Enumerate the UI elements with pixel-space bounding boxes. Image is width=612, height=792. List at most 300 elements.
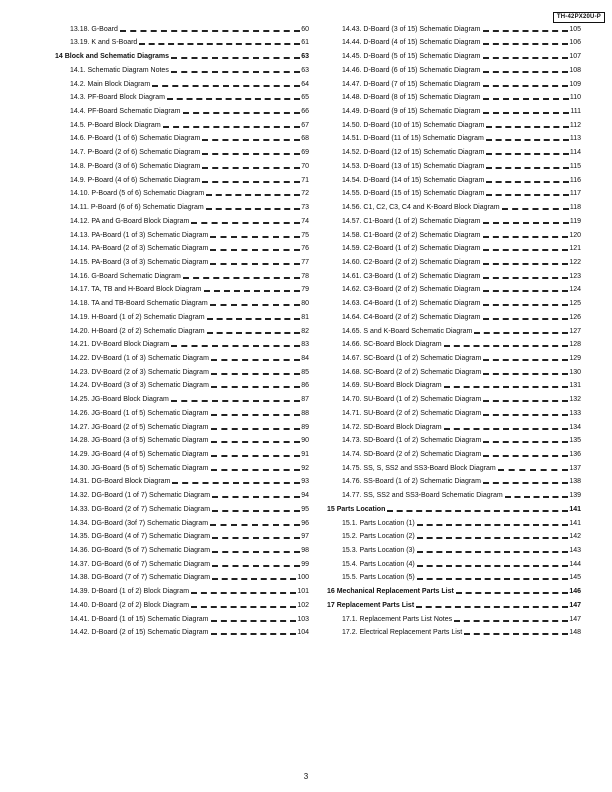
toc-entry-page: 73 <box>301 204 309 212</box>
toc-entry-title: 15 Parts Location <box>327 505 386 513</box>
toc-entry-title: 17.1. Replacement Parts List Notes <box>342 615 453 623</box>
toc-leader-line <box>172 479 300 484</box>
toc-entry-page: 139 <box>569 492 581 500</box>
toc-chapter-entry[interactable] <box>327 582 581 596</box>
toc-entry-title: 14.45. D-Board (5 of 15) Schematic Diagram <box>342 53 481 61</box>
toc-entry-title: 14.50. D-Board (10 of 15) Schematic Diagram <box>342 121 485 129</box>
toc-entry-title: 14.8. P-Board (3 of 6) Schematic Diagram <box>70 162 201 170</box>
toc-entry-title: 15.3. Parts Location (3) <box>342 547 415 555</box>
toc-section-entry[interactable] <box>327 432 581 446</box>
toc-leader-line <box>191 219 300 224</box>
toc-section-entry[interactable] <box>55 143 309 157</box>
toc-section-entry[interactable] <box>327 102 581 116</box>
toc-entry-title: 14.23. DV-Board (2 of 3) Schematic Diagram <box>70 368 209 376</box>
toc-section-entry[interactable] <box>327 473 581 487</box>
toc-section-entry[interactable] <box>327 34 581 48</box>
toc-section-entry[interactable] <box>55 377 309 391</box>
toc-entry-page: 96 <box>301 519 309 527</box>
toc-entry-title: 14.1. Schematic Diagram Notes <box>70 66 169 74</box>
toc-entry-page: 145 <box>569 574 581 582</box>
toc-entry-page: 120 <box>569 231 581 239</box>
toc-entry-title: 14 Block and Schematic Diagrams <box>55 53 169 61</box>
toc-entry-page: 109 <box>569 80 581 88</box>
toc-entry-page: 66 <box>301 108 309 116</box>
toc-section-entry[interactable] <box>55 555 309 569</box>
toc-entry-title: 14.16. G-Board Schematic Diagram <box>70 272 181 280</box>
toc-section-entry[interactable] <box>327 514 581 528</box>
toc-leader-line <box>417 575 569 580</box>
toc-entry-page: 133 <box>569 409 581 417</box>
toc-section-entry[interactable] <box>55 34 309 48</box>
toc-entry-title: 14.75. SS, S, SS2 and SS3-Board Block Diagram <box>342 464 496 472</box>
toc-section-entry[interactable] <box>55 610 309 624</box>
model-number-box: TH-42PX20U-P <box>553 12 605 23</box>
toc-leader-line <box>486 164 568 169</box>
toc-section-entry[interactable] <box>55 528 309 542</box>
toc-leader-line <box>483 287 569 292</box>
toc-entry-page: 122 <box>569 258 581 266</box>
toc-section-entry[interactable] <box>55 486 309 500</box>
toc-section-entry[interactable] <box>55 240 309 254</box>
toc-entry-title: 14.65. S and K-Board Schematic Diagram <box>342 327 473 335</box>
toc-section-entry[interactable] <box>55 582 309 596</box>
toc-entry-page: 112 <box>569 121 581 129</box>
toc-leader-line <box>483 27 569 32</box>
toc-entry-title: 17 Replacement Parts List <box>327 601 415 609</box>
toc-section-entry[interactable] <box>327 528 581 542</box>
toc-leader-line <box>483 95 569 100</box>
toc-leader-line <box>417 562 569 567</box>
toc-entry-page: 110 <box>569 94 581 102</box>
toc-entry-page: 77 <box>301 258 309 266</box>
toc-leader-line <box>498 466 569 471</box>
toc-entry-title: 14.3. PF-Board Block Diagram <box>70 94 165 102</box>
toc-leader-line <box>211 452 301 457</box>
toc-entry-page: 136 <box>569 451 581 458</box>
toc-entry-title: 14.14. PA-Board (2 of 3) Schematic Diagram <box>70 245 209 253</box>
toc-section-entry[interactable] <box>327 157 581 171</box>
toc-section-entry[interactable] <box>327 569 581 583</box>
toc-section-entry[interactable] <box>55 102 309 116</box>
toc-section-entry[interactable] <box>55 363 309 377</box>
toc-leader-line <box>486 123 568 128</box>
toc-section-entry[interactable] <box>327 308 581 322</box>
toc-chapter-entry[interactable] <box>327 596 581 610</box>
toc-leader-line <box>171 68 300 73</box>
toc-entry-title: 14.71. SU-Board (2 of 2) Schematic Diagram <box>342 409 482 417</box>
toc-entry-page: 79 <box>301 286 309 294</box>
toc-leader-line <box>444 342 569 347</box>
toc-section-entry[interactable] <box>327 322 581 336</box>
toc-section-entry[interactable] <box>327 294 581 308</box>
toc-entry-page: 113 <box>569 135 581 143</box>
toc-leader-line <box>204 287 301 292</box>
toc-leader-line <box>483 260 569 265</box>
toc-entry-page: 118 <box>569 204 581 212</box>
toc-leader-line <box>417 548 569 553</box>
toc-section-entry[interactable] <box>55 349 309 363</box>
toc-section-entry[interactable] <box>327 143 581 157</box>
toc-leader-line <box>211 370 300 375</box>
toc-entry-title: 14.31. DG-Board Block Diagram <box>70 478 171 486</box>
toc-leader-line <box>483 109 570 114</box>
toc-entry-title: 14.34. DG-Board (3of 7) Schematic Diagram <box>70 519 209 527</box>
toc-leader-line <box>206 205 300 210</box>
toc-section-entry[interactable] <box>327 418 581 432</box>
toc-entry-title: 15.2. Parts Location (2) <box>342 533 415 541</box>
toc-entry-title: 17.2. Electrical Replacement Parts List <box>342 629 463 637</box>
toc-entry-title: 14.20. H-Board (2 of 2) Schematic Diagram <box>70 327 205 335</box>
toc-entry-title: 14.2. Main Block Diagram <box>70 80 151 88</box>
toc-entry-title: 14.25. JG-Board Block Diagram <box>70 396 169 404</box>
toc-leader-line <box>152 82 300 87</box>
toc-leader-line <box>212 534 300 539</box>
toc-section-entry[interactable] <box>327 226 581 240</box>
toc-section-entry[interactable] <box>327 61 581 75</box>
toc-section-entry[interactable] <box>55 473 309 487</box>
toc-entry-page: 80 <box>301 300 309 308</box>
toc-entry-title: 14.24. DV-Board (3 of 3) Schematic Diagram <box>70 382 209 390</box>
toc-entry-title: 14.59. C2-Board (1 of 2) Schematic Diagram <box>342 245 481 253</box>
toc-entry-title: 14.40. D-Board (2 of 2) Block Diagram <box>70 601 190 609</box>
toc-entry-title: 14.64. C4-Board (2 of 2) Schematic Diagram <box>342 313 481 321</box>
toc-leader-line <box>139 40 300 45</box>
toc-entry-page: 86 <box>301 382 309 390</box>
toc-leader-line <box>474 329 568 334</box>
toc-entry-title: 14.26. JG-Board (1 of 5) Schematic Diagram <box>70 409 209 417</box>
toc-entry-title: 14.12. PA and G-Board Block Diagram <box>70 217 190 225</box>
toc-entry-title: 14.52. D-Board (12 of 15) Schematic Diagram <box>342 149 485 157</box>
toc-section-entry[interactable] <box>327 459 581 473</box>
toc-section-entry[interactable] <box>55 418 309 432</box>
toc-entry-title: 14.39. D-Board (1 of 2) Block Diagram <box>70 588 190 596</box>
toc-leader-line <box>483 68 569 73</box>
toc-entry-page: 84 <box>301 354 309 362</box>
toc-entry-page: 97 <box>301 533 309 541</box>
toc-entry-title: 14.22. DV-Board (1 of 3) Schematic Diagram <box>70 354 209 362</box>
toc-entry-title: 15.1. Parts Location (1) <box>342 519 415 527</box>
toc-entry-page: 102 <box>297 601 309 609</box>
toc-leader-line <box>486 191 568 196</box>
toc-section-entry[interactable] <box>327 281 581 295</box>
toc-entry-page: 143 <box>569 547 581 555</box>
toc-section-entry[interactable] <box>55 226 309 240</box>
toc-entry-page: 125 <box>569 300 581 308</box>
toc-entry-title: 15.5. Parts Location (5) <box>342 574 415 582</box>
toc-entry-page: 69 <box>301 149 309 157</box>
toc-entry-page: 78 <box>301 272 309 280</box>
toc-section-entry[interactable] <box>327 185 581 199</box>
toc-leader-line <box>167 95 300 100</box>
toc-entry-page: 100 <box>297 574 309 582</box>
toc-section-entry[interactable] <box>327 240 581 254</box>
toc-section-entry[interactable] <box>55 432 309 446</box>
toc-entry-page: 105 <box>569 25 581 33</box>
toc-leader-line <box>483 356 568 361</box>
toc-entry-title: 14.17. TA, TB and H-Board Block Diagram <box>70 286 202 294</box>
toc-entry-title: 14.35. DG-Board (4 of 7) Schematic Diagram <box>70 533 211 541</box>
toc-entry-page: 115 <box>569 162 581 170</box>
toc-entry-title: 14.5. P-Board Block Diagram <box>70 121 161 129</box>
toc-section-entry[interactable] <box>327 47 581 61</box>
toc-leader-line <box>210 246 300 251</box>
toc-entry-title: 14.63. C4-Board (1 of 2) Schematic Diagram <box>342 300 481 308</box>
toc-section-entry[interactable] <box>327 20 581 34</box>
toc-section-entry[interactable] <box>55 514 309 528</box>
toc-entry-page: 64 <box>301 80 309 88</box>
toc-section-entry[interactable] <box>55 75 309 89</box>
toc-section-entry[interactable] <box>55 624 309 638</box>
toc-entry-title: 14.9. P-Board (4 of 6) Schematic Diagram <box>70 176 201 184</box>
toc-entry-page: 104 <box>297 629 309 637</box>
toc-leader-line <box>202 150 300 155</box>
toc-entry-page: 90 <box>301 437 309 445</box>
toc-entry-title: 14.54. D-Board (14 of 15) Schematic Diagram <box>342 176 485 184</box>
toc-entry-page: 138 <box>569 478 581 486</box>
toc-section-entry[interactable] <box>55 281 309 295</box>
toc-entry-page: 63 <box>301 53 309 61</box>
toc-entry-page: 142 <box>569 533 581 541</box>
toc-section-entry[interactable] <box>55 212 309 226</box>
toc-leader-line <box>211 425 301 430</box>
toc-entry-page: 116 <box>569 176 581 184</box>
toc-entry-page: 129 <box>569 354 581 362</box>
toc-entry-title: 14.33. DG-Board (2 of 7) Schematic Diagram <box>70 505 211 513</box>
toc-leader-line <box>206 191 300 196</box>
toc-leader-line <box>211 466 301 471</box>
toc-leader-line <box>210 301 300 306</box>
toc-leader-line <box>211 617 297 622</box>
toc-entry-page: 131 <box>569 382 581 390</box>
toc-leader-line <box>163 123 301 128</box>
toc-section-entry[interactable] <box>327 267 581 281</box>
toc-leader-line <box>212 507 300 512</box>
toc-leader-line <box>171 397 300 402</box>
toc-entry-page: 93 <box>301 478 309 486</box>
toc-entry-page: 60 <box>301 25 309 33</box>
toc-leader-line <box>483 40 569 45</box>
toc-entry-page: 70 <box>301 162 309 170</box>
toc-entry-page: 144 <box>569 560 581 568</box>
toc-entry-page: 67 <box>301 121 309 129</box>
toc-entry-page: 117 <box>569 190 581 198</box>
toc-leader-line <box>210 260 300 265</box>
toc-entry-title: 14.72. SD-Board Block Diagram <box>342 423 442 431</box>
toc-leader-line <box>483 411 568 416</box>
toc-entry-page: 119 <box>569 217 581 225</box>
toc-entry-title: 14.42. D-Board (2 of 15) Schematic Diagram <box>70 629 209 637</box>
toc-section-entry[interactable] <box>55 322 309 336</box>
toc-leader-line <box>211 630 297 635</box>
toc-entry-page: 68 <box>301 135 309 143</box>
toc-section-entry[interactable] <box>327 541 581 555</box>
toc-leader-line <box>211 356 300 361</box>
toc-entry-title: 14.44. D-Board (4 of 15) Schematic Diagram <box>342 39 481 47</box>
toc-leader-line <box>444 383 569 388</box>
toc-section-entry[interactable] <box>327 363 581 377</box>
toc-leader-line <box>464 630 568 635</box>
toc-entry-title: 14.46. D-Board (6 of 15) Schematic Diagram <box>342 66 481 74</box>
toc-entry-page: 99 <box>301 560 309 568</box>
toc-entry-title: 14.38. DG-Board (7 of 7) Schematic Diagram <box>70 574 211 582</box>
toc-section-entry[interactable] <box>327 253 581 267</box>
toc-entry-title: 14.68. SC-Board (2 of 2) Schematic Diagram <box>342 368 482 376</box>
toc-leader-line <box>212 575 296 580</box>
toc-leader-line <box>483 479 568 484</box>
toc-leader-line <box>483 452 568 457</box>
toc-entry-title: 14.36. DG-Board (5 of 7) Schematic Diagram <box>70 547 211 555</box>
toc-entry-page: 89 <box>301 423 309 431</box>
toc-section-entry[interactable] <box>55 404 309 418</box>
toc-section-entry[interactable] <box>55 336 309 350</box>
toc-leader-line <box>483 82 569 87</box>
toc-section-entry[interactable] <box>55 500 309 514</box>
toc-entry-title: 14.37. DG-Board (6 of 7) Schematic Diagram <box>70 560 211 568</box>
toc-leader-line <box>502 205 569 210</box>
toc-section-entry[interactable] <box>327 390 581 404</box>
toc-entry-page: 95 <box>301 505 309 513</box>
toc-section-entry[interactable] <box>327 555 581 569</box>
toc-leader-line <box>212 562 300 567</box>
toc-section-entry[interactable] <box>55 198 309 212</box>
toc-entry-page: 83 <box>301 341 309 349</box>
toc-entry-page: 114 <box>569 149 581 157</box>
toc-section-entry[interactable] <box>55 130 309 144</box>
toc-entry-title: 14.21. DV-Board Block Diagram <box>70 341 170 349</box>
toc-section-entry[interactable] <box>55 541 309 555</box>
toc-section-entry[interactable] <box>327 336 581 350</box>
toc-section-entry[interactable] <box>327 610 581 624</box>
toc-entry-page: 91 <box>301 451 309 458</box>
toc-entry-page: 135 <box>569 437 581 445</box>
toc-leader-line <box>211 438 301 443</box>
toc-section-entry[interactable] <box>55 569 309 583</box>
toc-leader-line <box>454 617 568 622</box>
toc-section-entry[interactable] <box>327 75 581 89</box>
toc-section-entry[interactable] <box>327 377 581 391</box>
toc-leader-line <box>202 178 300 183</box>
toc-entry-page: 101 <box>297 588 309 596</box>
toc-entry-title: 14.47. D-Board (7 of 15) Schematic Diagram <box>342 80 481 88</box>
toc-section-entry[interactable] <box>55 459 309 473</box>
toc-section-entry[interactable] <box>55 596 309 610</box>
toc-chapter-entry[interactable] <box>327 500 581 514</box>
toc-entry-page: 134 <box>569 423 581 431</box>
toc-leader-line <box>483 315 569 320</box>
toc-leader-line <box>483 397 568 402</box>
toc-leader-line <box>416 603 568 608</box>
toc-section-entry[interactable] <box>327 130 581 144</box>
toc-chapter-entry[interactable] <box>55 47 309 61</box>
toc-section-entry[interactable] <box>55 20 309 34</box>
page-number: 3 <box>303 772 309 781</box>
toc-entry-title: 14.41. D-Board (1 of 15) Schematic Diagram <box>70 615 209 623</box>
toc-section-entry[interactable] <box>55 157 309 171</box>
toc-leader-line <box>483 301 569 306</box>
toc-section-entry[interactable] <box>55 185 309 199</box>
toc-section-entry[interactable] <box>327 212 581 226</box>
toc-entry-title: 14.29. JG-Board (4 of 5) Schematic Diagram <box>70 451 209 458</box>
toc-section-entry[interactable] <box>327 349 581 363</box>
toc-leader-line <box>191 603 296 608</box>
toc-entry-page: 82 <box>301 327 309 335</box>
toc-section-entry[interactable] <box>327 198 581 212</box>
toc-entry-title: 14.66. SC-Board Block Diagram <box>342 341 442 349</box>
toc-entry-title: 14.62. C3-Board (2 of 2) Schematic Diagram <box>342 286 481 294</box>
toc-entry-title: 14.67. SC-Board (1 of 2) Schematic Diagram <box>342 354 482 362</box>
toc-entry-page: 128 <box>569 341 581 349</box>
toc-section-entry[interactable] <box>327 404 581 418</box>
toc-entry-page: 147 <box>569 615 581 623</box>
toc-leader-line <box>202 136 300 141</box>
toc-section-entry[interactable] <box>327 89 581 103</box>
toc-entry-page: 127 <box>569 327 581 335</box>
toc-entry-title: 14.30. JG-Board (5 of 5) Schematic Diagram <box>70 464 209 472</box>
toc-entry-page: 71 <box>301 176 309 184</box>
toc-leader-line <box>120 27 300 32</box>
toc-section-entry[interactable] <box>55 61 309 75</box>
toc-entry-title: 14.51. D-Board (11 of 15) Schematic Diagram <box>342 135 484 143</box>
toc-entry-title: 14.55. D-Board (15 of 15) Schematic Diagram <box>342 190 485 198</box>
toc-section-entry[interactable] <box>327 624 581 638</box>
toc-leader-line <box>483 370 568 375</box>
toc-entry-title: 14.70. SU-Board (1 of 2) Schematic Diagram <box>342 396 482 404</box>
toc-leader-line <box>505 493 569 498</box>
toc-section-entry[interactable] <box>55 116 309 130</box>
toc-entry-title: 14.69. SU-Board Block Diagram <box>342 382 442 390</box>
toc-leader-line <box>387 507 568 512</box>
toc-entry-page: 87 <box>301 396 309 404</box>
toc-leader-line <box>483 274 569 279</box>
toc-section-entry[interactable] <box>55 253 309 267</box>
toc-section-entry[interactable] <box>55 294 309 308</box>
toc-entry-page: 123 <box>569 272 581 280</box>
toc-section-entry[interactable] <box>55 89 309 103</box>
toc-entry-page: 72 <box>301 190 309 198</box>
toc-section-entry[interactable] <box>55 390 309 404</box>
toc-leader-line <box>212 548 300 553</box>
toc-leader-line <box>417 534 569 539</box>
toc-leader-line <box>171 54 300 59</box>
toc-section-entry[interactable] <box>55 171 309 185</box>
toc-entry-page: 88 <box>301 409 309 417</box>
toc-right-column <box>327 20 581 637</box>
toc-section-entry[interactable] <box>55 308 309 322</box>
toc-section-entry[interactable] <box>327 171 581 185</box>
toc-section-entry[interactable] <box>55 445 309 459</box>
toc-leader-line <box>212 493 300 498</box>
toc-leader-line <box>483 246 569 251</box>
toc-entry-page: 65 <box>301 94 309 102</box>
toc-left-column <box>55 20 309 637</box>
toc-entry-page: 121 <box>569 245 581 253</box>
toc-entry-title: 14.28. JG-Board (3 of 5) Schematic Diagram <box>70 437 209 445</box>
toc-entry-title: 14.60. C2-Board (2 of 2) Schematic Diagram <box>342 258 481 266</box>
toc-leader-line <box>486 178 568 183</box>
toc-section-entry[interactable] <box>55 267 309 281</box>
toc-section-entry[interactable] <box>327 445 581 459</box>
toc-section-entry[interactable] <box>327 486 581 500</box>
toc-entry-title: 14.73. SD-Board (1 of 2) Schematic Diagram <box>342 437 482 445</box>
toc-entry-page: 126 <box>569 313 581 321</box>
toc-entry-page: 61 <box>301 39 309 47</box>
toc-entry-page: 107 <box>569 53 581 61</box>
toc-section-entry[interactable] <box>327 116 581 130</box>
toc-entry-title: 14.53. D-Board (13 of 15) Schematic Diagram <box>342 162 485 170</box>
toc-leader-line <box>210 521 300 526</box>
toc-entry-page: 81 <box>301 313 309 321</box>
toc-entry-page: 137 <box>569 464 581 472</box>
